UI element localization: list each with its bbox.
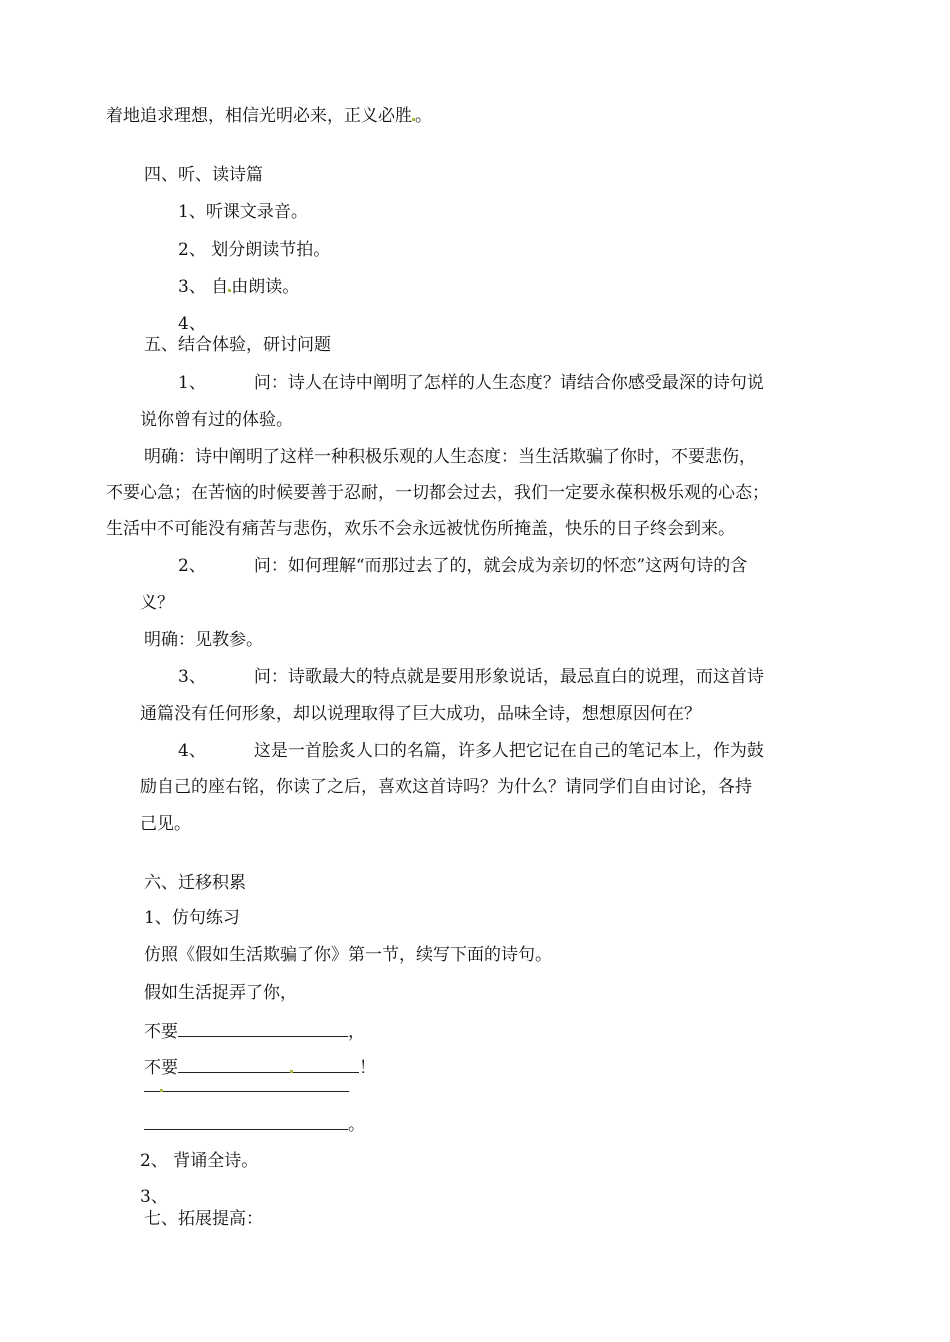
question-line: 4、 这是一首脍炙人口的名篇，许多人把它记在自己的笔记本上，作为鼓 — [178, 741, 764, 761]
section-heading: 六、迁移积累 — [144, 873, 246, 893]
answer-line: 不要心急；在苦恼的时候要善于忍耐，一切都会过去，我们一定要永葆积极乐观的心态； — [106, 483, 769, 503]
question-line: 1、 问：诗人在诗中阐明了怎样的人生态度？请结合你感受最深的诗句说 — [178, 373, 764, 393]
list-item: 3、 — [140, 1187, 168, 1207]
section-heading: 七、拓展提高： — [144, 1209, 263, 1229]
fill-blank-line: 。 — [144, 1111, 365, 1136]
question-line: 励自己的座右铭，你读了之后，喜欢这首诗吗？为什么？请同学们自由讨论，各持 — [140, 777, 752, 797]
blank-field[interactable] — [178, 1018, 348, 1037]
list-item: 1、听课文录音。 — [178, 202, 308, 222]
instruction-line: 仿照《假如生活欺骗了你》第一节，续写下面的诗句。 — [144, 945, 552, 965]
question-line: 义？ — [140, 593, 174, 613]
answer-line: 生活中不可能没有痛苦与悲伤，欢乐不会永远被忧伤所掩盖，快乐的日子终会到来。 — [106, 519, 735, 539]
fill-blank-line — [144, 1073, 349, 1098]
question-line: 说你曾有过的体验。 — [140, 410, 293, 430]
section-heading: 五、结合体验，研讨问题 — [144, 335, 331, 355]
list-item: 1、仿句练习 — [144, 908, 240, 928]
list-item: 2、 背诵全诗。 — [140, 1151, 259, 1171]
list-item: 2、 划分朗读节拍。 — [178, 240, 331, 260]
list-item: 4、 — [178, 314, 206, 334]
answer-line: 明确：诗中阐明了这样一种积极乐观的人生态度：当生活欺骗了你时，不要悲伤， — [144, 447, 756, 467]
question-line: 通篇没有任何形象，却以说理取得了巨大成功，品味全诗，想想原因何在？ — [140, 704, 701, 724]
blank-field[interactable] — [144, 1111, 348, 1130]
question-line: 3、 问：诗歌最大的特点就是要用形象说话，最忌直白的说理，而这首诗 — [178, 667, 764, 687]
fill-blank-line: 不要 ， — [144, 1018, 365, 1043]
text-line: 着地追求理想，相信光明必来，正义必胜 。 — [106, 106, 432, 126]
question-line: 2、 问：如何理解“而那过去了的，就会成为亲切的怀恋”这两句诗的含 — [178, 556, 748, 576]
poem-line: 假如生活捉弄了你， — [144, 983, 297, 1003]
blank-field[interactable] — [144, 1073, 160, 1092]
blank-field[interactable] — [293, 1054, 359, 1073]
answer-line: 明确：见教参。 — [144, 630, 263, 650]
question-line: 己见。 — [140, 814, 191, 834]
blank-field[interactable] — [178, 1054, 290, 1073]
section-heading: 四、听、读诗篇 — [144, 165, 263, 185]
list-item: 3、 自 由朗读。 — [178, 277, 300, 297]
blank-field[interactable] — [163, 1073, 349, 1092]
fill-blank-line: 不要 ！ — [144, 1054, 376, 1079]
